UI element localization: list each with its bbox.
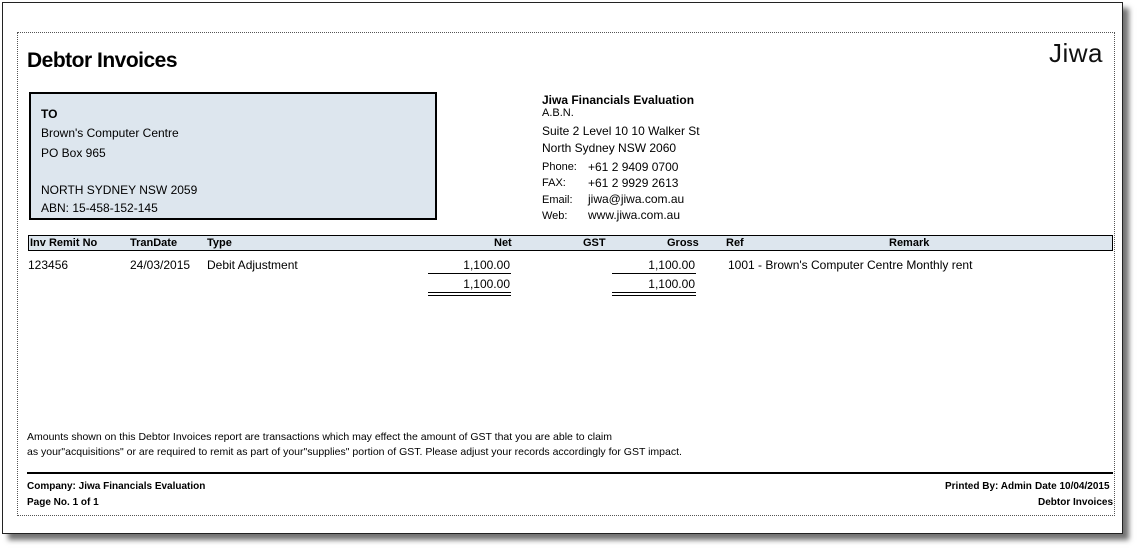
net-total-double-line	[428, 292, 511, 296]
col-inv-remit-no: Inv Remit No	[30, 237, 98, 249]
customer-name: Brown's Computer Centre	[41, 126, 179, 140]
web-value: www.jiwa.com.au	[588, 208, 681, 222]
report-title: Debtor Invoices	[27, 49, 178, 72]
gross-subtotal-line	[612, 273, 696, 274]
row-type: Debit Adjustment	[207, 258, 298, 272]
gst-note-line1: Amounts shown on this Debtor Invoices report are transactions which may effect the amount of GST that you are able to claim	[27, 431, 612, 443]
total-net: 1,100.00	[463, 277, 510, 291]
footer-divider	[27, 472, 1113, 474]
company-abn: A.B.N.	[542, 107, 574, 119]
col-trandate: TranDate	[130, 237, 178, 249]
company-name: Jiwa Financials Evaluation	[542, 93, 695, 107]
phone-value: +61 2 9409 0700	[588, 160, 679, 174]
phone-label: Phone:	[542, 161, 577, 173]
col-net: Net	[494, 237, 512, 249]
row-net: 1,100.00	[463, 258, 510, 272]
row-trandate: 24/03/2015	[130, 258, 191, 272]
col-ref: Ref	[726, 237, 744, 249]
footer-page-number: Page No. 1 of 1	[27, 497, 99, 508]
footer-report-name: Debtor Invoices	[1038, 497, 1114, 508]
fax-label: FAX:	[542, 177, 566, 189]
table-header	[28, 235, 1113, 251]
customer-address-line1: PO Box 965	[41, 146, 106, 160]
email-value: jiwa@jiwa.com.au	[588, 192, 685, 206]
row-inv-remit-no: 123456	[28, 258, 69, 272]
company-address-line1: Suite 2 Level 10 10 Walker St	[542, 124, 700, 138]
col-gross: Gross	[667, 237, 699, 249]
total-gross: 1,100.00	[648, 277, 695, 291]
customer-address-line2: NORTH SYDNEY NSW 2059	[41, 183, 198, 197]
web-label: Web:	[542, 210, 568, 222]
gross-total-double-line	[612, 292, 696, 296]
row-ref-remark: 1001 - Brown's Computer Centre Monthly rent	[728, 258, 973, 272]
jiwa-logo: Jiwa	[1049, 38, 1104, 68]
col-gst: GST	[583, 237, 606, 249]
email-label: Email:	[542, 194, 573, 206]
net-subtotal-line	[428, 273, 511, 274]
row-gross: 1,100.00	[648, 258, 695, 272]
fax-value: +61 2 9929 2613	[588, 176, 679, 190]
footer-company: Company: Jiwa Financials Evaluation	[27, 481, 206, 492]
footer-printed-by: Printed By: Admin	[945, 481, 1032, 492]
col-type: Type	[207, 237, 232, 249]
col-remark: Remark	[889, 237, 930, 249]
to-address-box	[29, 92, 437, 220]
company-address-line2: North Sydney NSW 2060	[542, 141, 677, 155]
to-label: TO	[41, 107, 58, 121]
footer-date: Date 10/04/2015	[1035, 481, 1110, 492]
customer-abn: ABN: 15-458-152-145	[41, 201, 158, 215]
gst-note-line2: as your"acquisitions" or are required to remit as part of your"supplies" portion of GST. Please adjust your records accordingly for GST impact.	[27, 446, 682, 458]
